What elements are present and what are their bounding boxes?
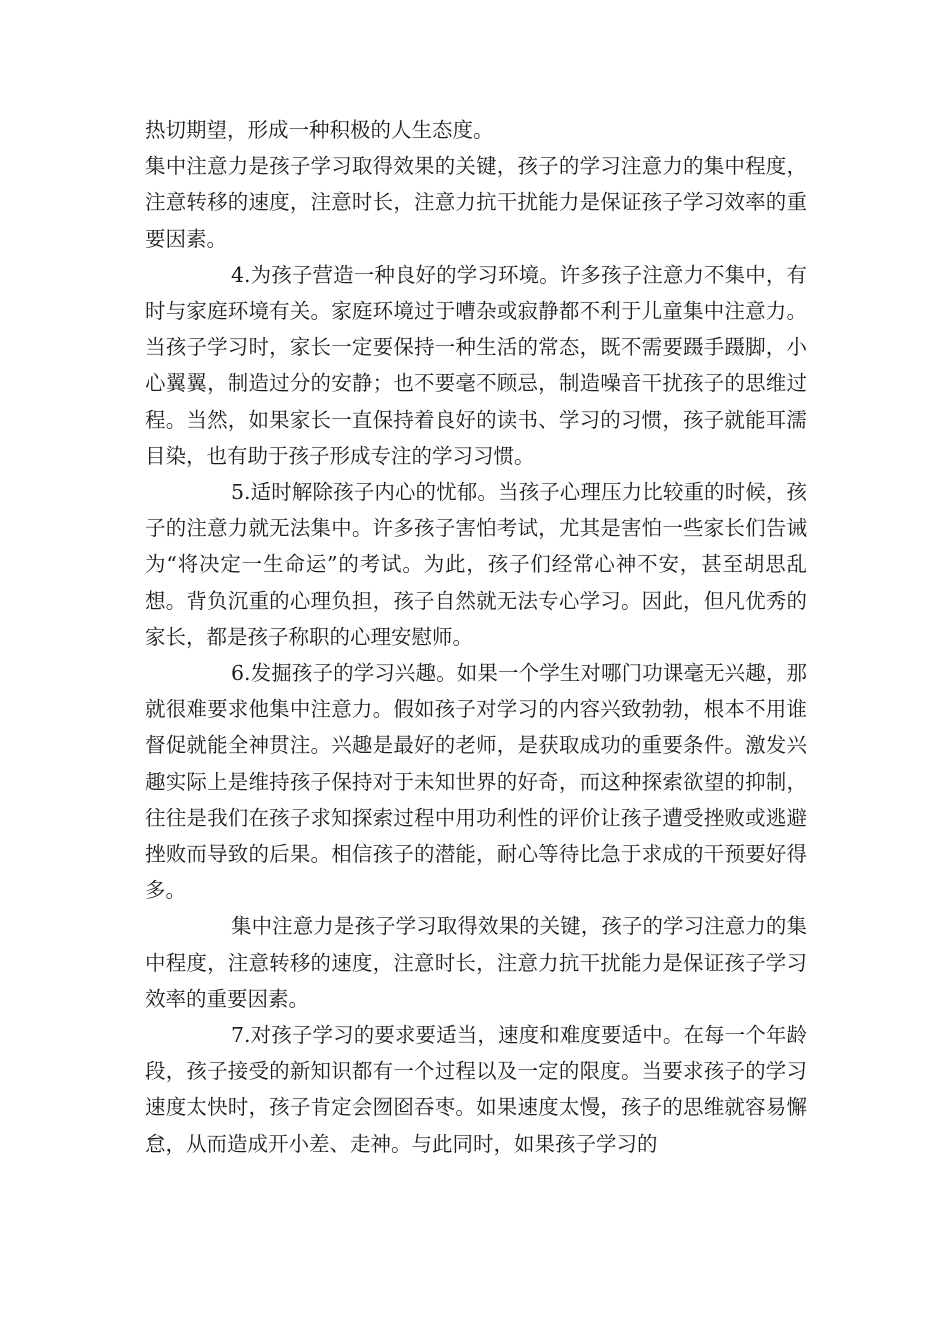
paragraph-point-7: 7.对孩子学习的要求要适当，速度和难度要适中。在每一个年龄段，孩子接受的新知识都有一个过程以及一定的限度。当要求孩子的学习速度太快时，孩子肯定会囫囵吞枣。如果速度太慢，孩子的思维就容易懈怠，从而造成开小差、走神。与此同时，如果孩子学习的 [145,1023,807,1156]
paragraph-attention-key: 集中注意力是孩子学习取得效果的关键，孩子的学习注意力的集中程度，注意转移的速度，注意时长，注意力抗干扰能力是保证孩子学习效率的重要因素。 [145,154,807,251]
paragraph-point-5: 5.适时解除孩子内心的忧郁。当孩子心理压力比较重的时候，孩子的注意力就无法集中。许多孩子害怕考试，尤其是害怕一些家长们告诫为“将决定一生命运”的考试。为此，孩子们经常心神不安，甚至胡思乱想。背负沉重的心理负担，孩子自然就无法专心学习。因此，但凡优秀的家长，都是孩子称职的心理安慰师。 [145,480,807,649]
paragraph-intro-continuation: 热切期望，形成一种积极的人生态度。 [145,118,494,142]
paragraph-point-4: 4.为孩子营造一种良好的学习环境。许多孩子注意力不集中，有时与家庭环境有关。家庭环境过于嘈杂或寂静都不利于儿童集中注意力。当孩子学习时，家长一定要保持一种生活的常态，既不需要蹑手蹑脚，小心翼翼，制造过分的安静；也不要毫不顾忌，制造噪音干扰孩子的思维过程。当然，如果家长一直保持着良好的读书、学习的习惯，孩子就能耳濡目染，也有助于孩子形成专注的学习习惯。 [145,262,807,468]
document-body [145,112,807,1162]
paragraph-attention-key-repeat: 集中注意力是孩子学习取得效果的关键，孩子的学习注意力的集中程度，注意转移的速度，注意时长，注意力抗干扰能力是保证孩子学习效率的重要因素。 [145,914,807,1011]
paragraph-point-6: 6.发掘孩子的学习兴趣。如果一个学生对哪门功课毫无兴趣，那就很难要求他集中注意力。假如孩子对学习的内容兴致勃勃，根本不用谁督促就能全神贯注。兴趣是最好的老师，是获取成功的重要条件。激发兴趣实际上是维持孩子保持对于未知世界的好奇，而这种探索欲望的抑制，往往是我们在孩子求知探索过程中用功利性的评价让孩子遭受挫败或逃避挫败而导致的后果。相信孩子的潜能，耐心等待比急于求成的干预要好得多。 [145,661,807,903]
